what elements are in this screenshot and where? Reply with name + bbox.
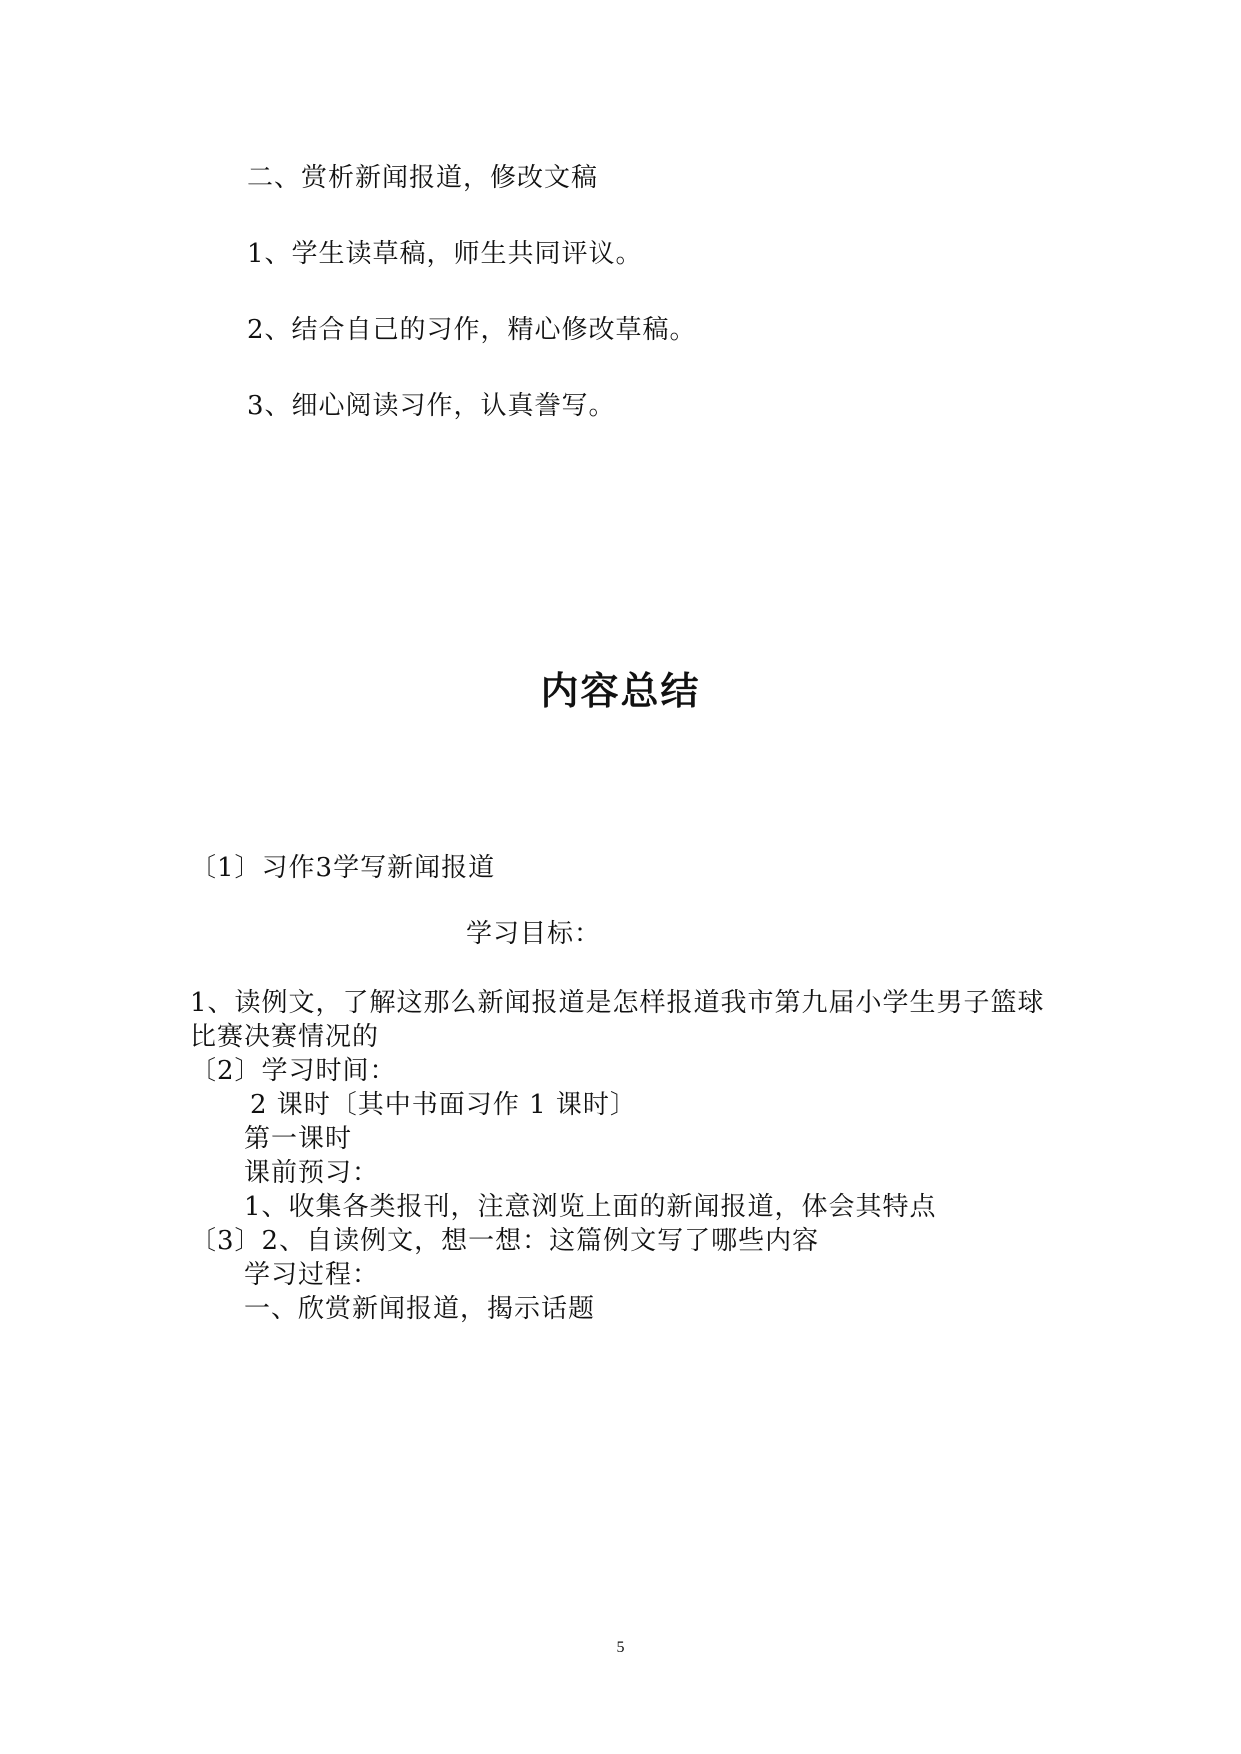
summary-line: 1、读例文，了解这那么新闻报道是怎样报道我市第九届小学生男子篮球 xyxy=(190,988,1045,1018)
summary-line: 〔2〕学习时间： xyxy=(190,1056,397,1086)
summary-line: 1、收集各类报刊，注意浏览上面的新闻报道，体会其特点 xyxy=(244,1192,937,1222)
summary-line: 〔3〕2、自读例文，想一想：这篇例文写了哪些内容 xyxy=(190,1226,820,1256)
summary-line: 比赛决赛情况的 xyxy=(190,1022,380,1052)
summary-line: 第一课时 xyxy=(244,1124,353,1154)
summary-line: 课前预习： xyxy=(244,1158,380,1188)
summary-line: 一、欣赏新闻报道，揭示话题 xyxy=(244,1294,596,1324)
summary-line: 〔1〕习作3学写新闻报道 xyxy=(190,853,496,883)
summary-line: 2 课时〔其中书面习作 1 课时〕 xyxy=(250,1090,637,1120)
list-item: 3、细心阅读习作，认真誊写。 xyxy=(247,391,616,421)
section-heading: 二、赏析新闻报道，修改文稿 xyxy=(247,163,599,193)
summary-title: 内容总结 xyxy=(540,669,701,713)
summary-line: 学习过程： xyxy=(244,1260,380,1290)
list-item: 2、结合自己的习作，精心修改草稿。 xyxy=(247,315,697,345)
list-item: 1、学生读草稿，师生共同评议。 xyxy=(247,239,643,269)
summary-line: 学习目标： xyxy=(466,919,602,949)
page-number: 5 xyxy=(616,1639,625,1656)
